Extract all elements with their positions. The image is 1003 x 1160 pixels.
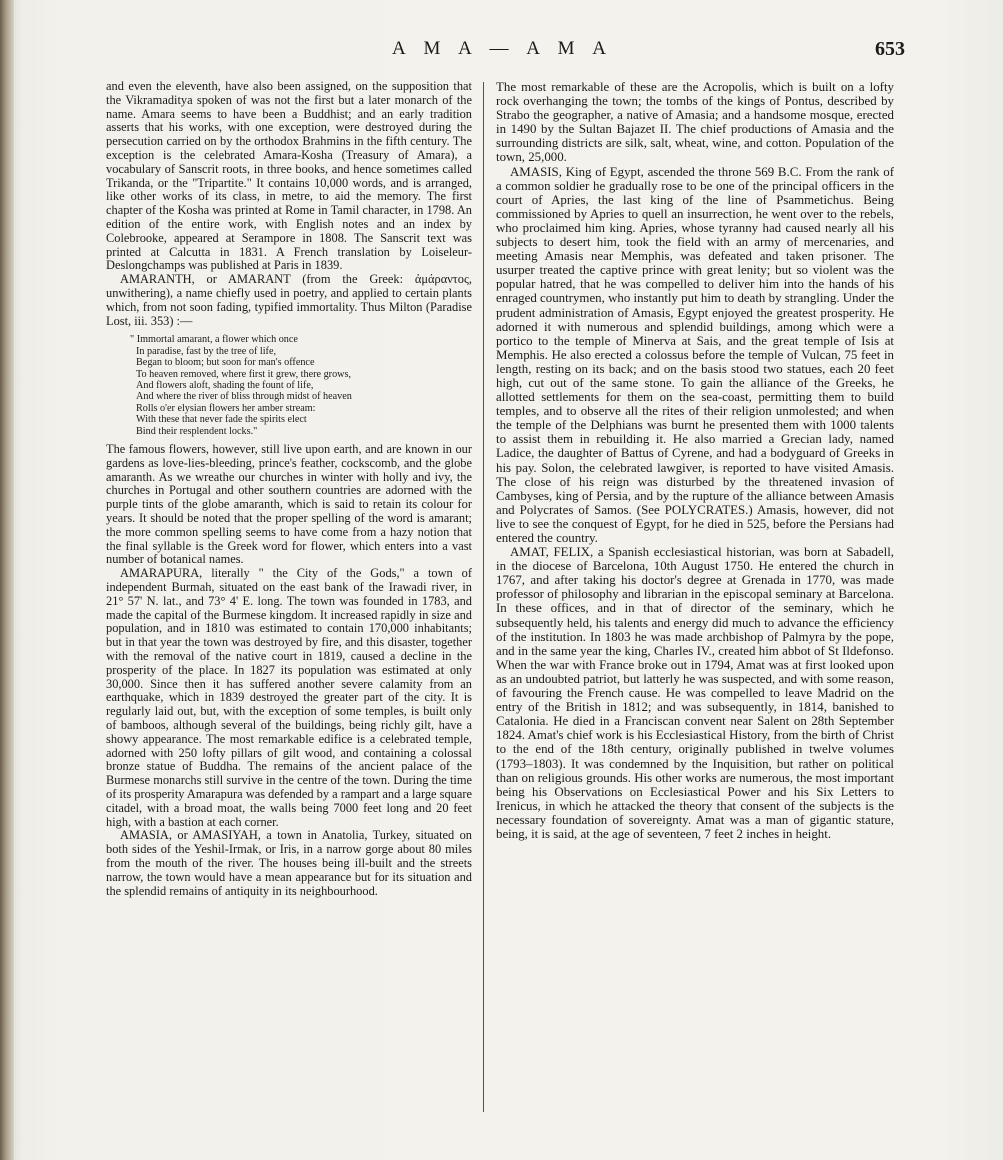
quote-line: And flowers aloft, shading the fount of life, [136, 379, 314, 391]
column-divider [483, 82, 484, 1112]
entry-amat-felix: AMAT, FELIX, a Spanish ecclesiastical historian, was born at Sabadell, in the diocese of Barcelona, 10th August 1750. He entered the church in 1767, and after taking his doctor's degree at Grenada in 1770, was made professor of philosophy and librarian in the episcopal seminary at Barcelona. In these offices, and in that of director of the seminary, which he subsequently held, his talents and energy did much to advance the efficiency of the institution. In 1803 he was made archbishop of Palmyra by the pope, and in the same year the king, Charles IV., created him abbot of St Ildefonso. When the war with France broke out in 1794, Amat was at first looked upon as an undoubted patriot, but latterly he was suspected, and with some reason, of favouring the French cause. He was compelled to leave Madrid on the entry of the British in 1812; and was subsequently, in 1814, banished to Catalonia. He died in a Franciscan convent near Salent on 28th September 1824. Amat's chief work is his Ecclesiastical History, from the birth of Christ to the end of the 18th century, originally published in twelve volumes (1793–1803). It was condemned by the Inquisition, but rather on political than on religious grounds. His other works are numerous, the most important being his Observations on Ecclesiastical Power and his Six Letters to Irenicus, in which he attacked the theory that consent of the subjects is the necessary foundation of sovereignty. Amat was a man of gigantic stature, being, it is said, at the age of seventeen, 7 feet 2 inches in height. [496, 545, 894, 841]
quote-line: And where the river of bliss through midst of heaven [136, 391, 352, 403]
entry-amaranth: AMARANTH, or AMARANT (from the Greek: ἀμάραντος, unwithering), a name chiefly used in poetry, and applied to certain plants which, from not soon fading, typified immortality. Thus Milton (Paradise Lost, iii. 353) :— [106, 272, 472, 328]
left-column [106, 80, 472, 1145]
quote-line: Began to bloom; but soon for man's offence [136, 357, 315, 369]
paragraph-amara-continued: and even the eleventh, have also been assigned, on the supposition that the Vikramaditya spoken of was not the first but a later monarch of the name. Amara seems to have been a Buddhist; and an early tradition asserts that his works, with one exception, were destroyed during the persecution carried on by the orthodox Brahmins in the fifth century. The exception is the celebrated Amara-Kosha (Treasury of Amara), a vocabulary of Sanscrit roots, in three books, and hence sometimes called Trikanda, or the "Tripartite." It contains 10,000 words, and is arranged, like other works of its class, in metre, to aid the memory. The first chapter of the Kosha was printed at Rome in Tamil character, in 1798. An edition of the entire work, with English notes and an index by Colebrooke, appeared at Serampore in 1808. The Sanscrit text was printed at Calcutta in 1831. A French translation by Loiseleur-Deslongchamps was published at Paris in 1839. [106, 80, 472, 273]
paragraph-amasia-continued: The most remarkable of these are the Acropolis, which is built on a lofty rock overhanging the town; the tombs of the kings of Pontus, described by Strabo the geographer, a native of Amasia; and a handsome mosque, erected in 1490 by the Sultan Bajazet II. The chief productions of Amasia and the surrounding districts are silk, salt, wheat, wine, and cotton. Population of the town, 25,000. [496, 80, 894, 165]
right-column [496, 80, 894, 1145]
quote-line: To heaven removed, where first it grew, there grows, [136, 368, 352, 380]
page-header [100, 38, 905, 68]
quote-line: " Immortal amarant, a flower which once [130, 334, 298, 346]
quote-line: With these that never fade the spirits elect [136, 414, 307, 426]
milton-quotation [130, 334, 472, 437]
page-number: 653 [875, 38, 905, 60]
entry-amarapura: AMARAPURA, literally " the City of the Gods," a town of independent Burmah, situated on the east bank of the Irawadi river, in 21° 57' N. lat., and 73° 4' E. long. The town was founded in 1783, and made the capital of the Burmese kingdom. It increased rapidly in size and population, and in 1810 was estimated to contain 170,000 inhabitants; but in that year the town was destroyed by fire, and this disaster, together with the removal of the native court in 1819, caused a decline in the prosperity of the place. In 1827 its population was estimated at only 30,000. Since then it has suffered another severe calamity from an earthquake, which in 1839 destroyed the greater part of the city. It is regularly laid out, but, with the exception of some temples, is built only of bamboos, although several of the buildings, being richly gilt, have a showy appearance. The most remarkable edifice is a celebrated temple, adorned with 250 lofty pillars of gilt wood, and containing a colossal bronze statue of Buddha. The remains of the ancient palace of the Burmese monarchs still survive in the centre of the town. During the time of its prosperity Amarapura was defended by a rampart and a large square citadel, with a broad moat, the walls being 7000 feet long and 20 feet high, with a bastion at each corner. [106, 566, 472, 829]
entry-amasia: AMASIA, or AMASIYAH, a town in Anatolia, Turkey, situated on both sides of the Yeshil-Irmak, or Iris, in a narrow gorge about 80 miles from the mouth of the river. The houses being ill-built and the streets narrow, the town would have a mean appearance but for its situation and the splendid remains of antiquity in its neighbourhood. [106, 828, 472, 898]
book-spine-edge [0, 0, 14, 1160]
paragraph-amaranth-flowers: The famous flowers, however, still live upon earth, and are known in our gardens as love-lies-bleeding, prince's feather, cockscomb, and the globe amaranth. As we wreathe our churches in winter with holly and ivy, the churches in Portugal and other southern countries are adorned with the purple tints of the globe amaranth, which is said to retain its colour for years. It should be noted that the proper spelling of the word is amarant; the more common spelling seems to have come from a hazy notion that the final syllable is the Greek word for flower, which enters into a vast number of botanical names. [106, 442, 472, 567]
quote-line: Rolls o'er elysian flowers her amber stream: [136, 402, 316, 414]
quote-line: In paradise, fast by the tree of life, [136, 345, 277, 357]
running-head: A M A — A M A [392, 38, 613, 59]
entry-amasis: AMASIS, King of Egypt, ascended the throne 569 B.C. From the rank of a common soldier he gradually rose to be one of the principal officers in the court of Apries, the last king of the line of Psammetichus. Being commissioned by Apries to quell an insurrection, he went over to the rebels, who proclaimed him king. Apries, whose tyranny had caused nearly all his subjects to desert him, took the field with an army of mercenaries, and meeting Amasis near Memphis, was defeated and taken prisoner. The usurper treated the captive prince with great lenity; but so violent was the popular hatred, that he was compelled to deliver him into the hands of his enraged countrymen, who instantly put him to death by strangling. Under the prudent administration of Amasis, Egypt enjoyed the greatest prosperity. He adorned it with numerous and splendid buildings, among which were a portico to the temple of Minerva at Sais, and the great temple of Isis at Memphis. He also erected a colossus before the temple of Vulcan, 75 feet in length, resting on its back; and on the basis stood two statues, each 20 feet high, cut out of the same stone. To gain the alliance of the Greeks, he allotted settlements for them on the sea-coast, permitting them to build temples, and to observe all the rites of their religion unmolested; and when the temple of the Delphians was burnt he presented them with 1000 talents to assist them in rebuilding it. He also married a Grecian lady, named Ladice, the daughter of Battus of Cyrene, and had a bodyguard of Greeks in his pay. Solon, the celebrated lawgiver, is reported to have visited Amasis. The close of his reign was disturbed by the threatened invasion of Cambyses, king of Persia, and by the rupture of the alliance between Amasis and Polycrates of Samos. (See POLYCRATES.) Amasis, however, did not live to see the conquest of Egypt, for he died in 525, before the Persians had entered the country. [496, 164, 894, 545]
quote-line: Bind their resplendent locks." [136, 425, 258, 437]
